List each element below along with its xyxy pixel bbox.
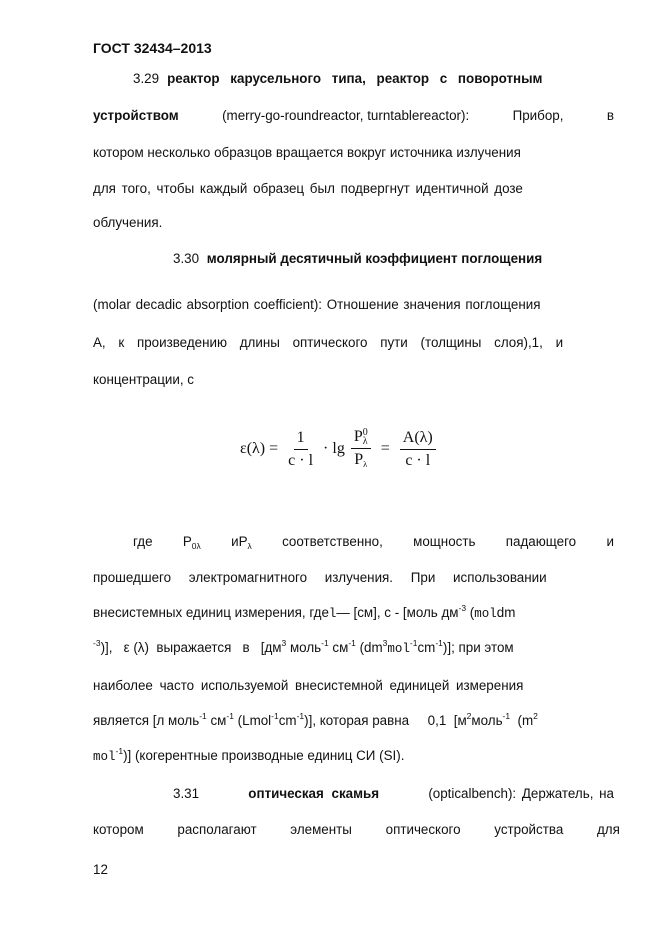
superscript: -1 bbox=[271, 711, 279, 721]
section-3-29-line-4: для того, чтобы каждый образец был подвергнут идентичной дозе bbox=[93, 181, 523, 196]
denominator: c · l bbox=[405, 451, 431, 469]
section-3-30-heading bbox=[173, 251, 542, 266]
section-3-29-line-2 bbox=[93, 108, 614, 123]
text: )]; при этом bbox=[442, 640, 514, 655]
text: внесистемных единиц измерения, где bbox=[93, 605, 329, 620]
text: )], ε (λ) выражается в [дм bbox=[100, 640, 282, 655]
symbol: P bbox=[182, 534, 192, 549]
denominator: c · l bbox=[288, 451, 314, 469]
denominator bbox=[354, 449, 367, 470]
section-3-31-line-2: котором располагают элементы оптического устройства для bbox=[93, 822, 620, 837]
word: в bbox=[606, 108, 614, 123]
word: где bbox=[133, 534, 153, 549]
superscript: -1 bbox=[409, 638, 418, 648]
fraction-one-over-cl bbox=[288, 429, 313, 470]
symbol: иP bbox=[231, 534, 248, 549]
superscript: -1 bbox=[348, 638, 356, 648]
word: соответственно, bbox=[282, 534, 383, 549]
subscript: λ bbox=[362, 436, 368, 448]
power-transmitted bbox=[231, 534, 252, 549]
superscript: -1 bbox=[199, 711, 207, 721]
word: Прибор, bbox=[512, 108, 564, 123]
text: моль bbox=[471, 713, 503, 728]
text: cm bbox=[417, 640, 436, 655]
text: (m bbox=[510, 713, 534, 728]
term-title: оптическая скамья bbox=[248, 786, 380, 801]
equals-sign: = bbox=[380, 440, 390, 458]
fraction-a-over-cl bbox=[400, 429, 436, 470]
term-title bbox=[167, 71, 614, 86]
word: и bbox=[606, 534, 614, 549]
where-line-3 bbox=[93, 605, 515, 621]
power-symbol: P bbox=[354, 451, 364, 469]
text: mol bbox=[93, 750, 116, 764]
subscript: λ bbox=[247, 541, 252, 551]
section-3-29-line-3: котором несколько образцов вращается вокруг источника излучения bbox=[93, 145, 521, 160]
text: см bbox=[328, 640, 349, 655]
term-title: молярный десятичный коэффициент поглощения bbox=[206, 251, 543, 266]
power-incident bbox=[183, 534, 201, 549]
text: моль bbox=[286, 640, 322, 655]
text: является [л моль bbox=[93, 713, 200, 728]
subscript: λ bbox=[363, 459, 368, 470]
text: l bbox=[328, 607, 337, 621]
superscript: -3 bbox=[93, 638, 101, 648]
english-term: (merry-go-roundreactor, turntablereactor): bbox=[222, 108, 470, 123]
text: dm bbox=[496, 605, 516, 620]
superscript: -1 bbox=[226, 711, 234, 721]
text: см bbox=[206, 713, 227, 728]
superscript: 3 bbox=[281, 638, 287, 648]
text: )], которая равна 0,1 [м bbox=[304, 713, 467, 728]
where-line-1 bbox=[133, 534, 614, 549]
where-line-4 bbox=[93, 640, 514, 656]
numerator bbox=[351, 428, 371, 449]
section-number: 3.30 bbox=[173, 251, 200, 266]
term-text: реактор карусельного типа, реактор с поворотным bbox=[167, 71, 543, 86]
dot-operator: · bbox=[323, 440, 329, 458]
section-3-31-line-1 bbox=[173, 786, 614, 801]
page-number: 12 bbox=[93, 862, 108, 877]
subscript: 0λ bbox=[191, 541, 201, 551]
section-3-30-line-1: (molar decadic absorption coefficient): Отношение значения поглощения bbox=[93, 297, 541, 312]
text: mol bbox=[387, 642, 410, 656]
superscript: -3 bbox=[458, 603, 467, 613]
log-operator: lg bbox=[332, 440, 345, 458]
word: падающего bbox=[505, 534, 577, 549]
numerator: A(λ) bbox=[400, 429, 436, 450]
absorption-formula bbox=[240, 428, 442, 470]
where-line-2: прошедшего электромагнитного излучения. При использовании bbox=[93, 570, 547, 585]
section-number: 3.31 bbox=[173, 786, 200, 801]
superscript: -1 bbox=[296, 711, 305, 721]
power-symbol: P bbox=[353, 428, 363, 445]
superscript: 3 bbox=[382, 638, 388, 648]
formula-lhs: ε(λ) bbox=[240, 440, 266, 458]
section-number: 3.29 bbox=[133, 71, 160, 86]
document-header: ГОСТ 32434–2013 bbox=[93, 40, 212, 56]
word: мощность bbox=[413, 534, 476, 549]
superscript: -1 bbox=[115, 746, 124, 756]
superscript: -1 bbox=[321, 638, 329, 648]
where-line-6 bbox=[93, 713, 538, 728]
superscript: 0 bbox=[362, 427, 368, 439]
text: cm bbox=[278, 713, 297, 728]
section-3-30-line-3: концентрации, c bbox=[93, 372, 195, 387]
section-3-29-line-5: облучения. bbox=[93, 215, 163, 230]
text: — [см], с - [моль дм bbox=[336, 605, 459, 620]
section-3-30-line-2: А, к произведению длины оптического пути (толщины слоя),1, и bbox=[93, 335, 564, 350]
text: (dm bbox=[355, 640, 383, 655]
superscript: -1 bbox=[435, 638, 443, 648]
fraction-power-ratio bbox=[351, 428, 371, 470]
text: (Lmol bbox=[233, 713, 272, 728]
where-line-7 bbox=[93, 748, 404, 764]
english-term: (opticalbench): Держатель, на bbox=[428, 786, 614, 801]
superscript: 2 bbox=[466, 711, 472, 721]
where-line-5: наиболее часто используемой внесистемной единицей измерения bbox=[93, 678, 524, 693]
term-title-cont: устройством bbox=[93, 108, 179, 123]
text: mol bbox=[474, 607, 497, 621]
numerator: 1 bbox=[294, 429, 308, 450]
text: )] (когерентные производные единиц СИ (SI). bbox=[123, 748, 405, 763]
superscript: -1 bbox=[502, 711, 511, 721]
superscript: 2 bbox=[533, 711, 538, 721]
text: ( bbox=[466, 605, 475, 620]
section-3-29-line-1 bbox=[133, 71, 614, 86]
equals-sign: = bbox=[269, 440, 279, 458]
